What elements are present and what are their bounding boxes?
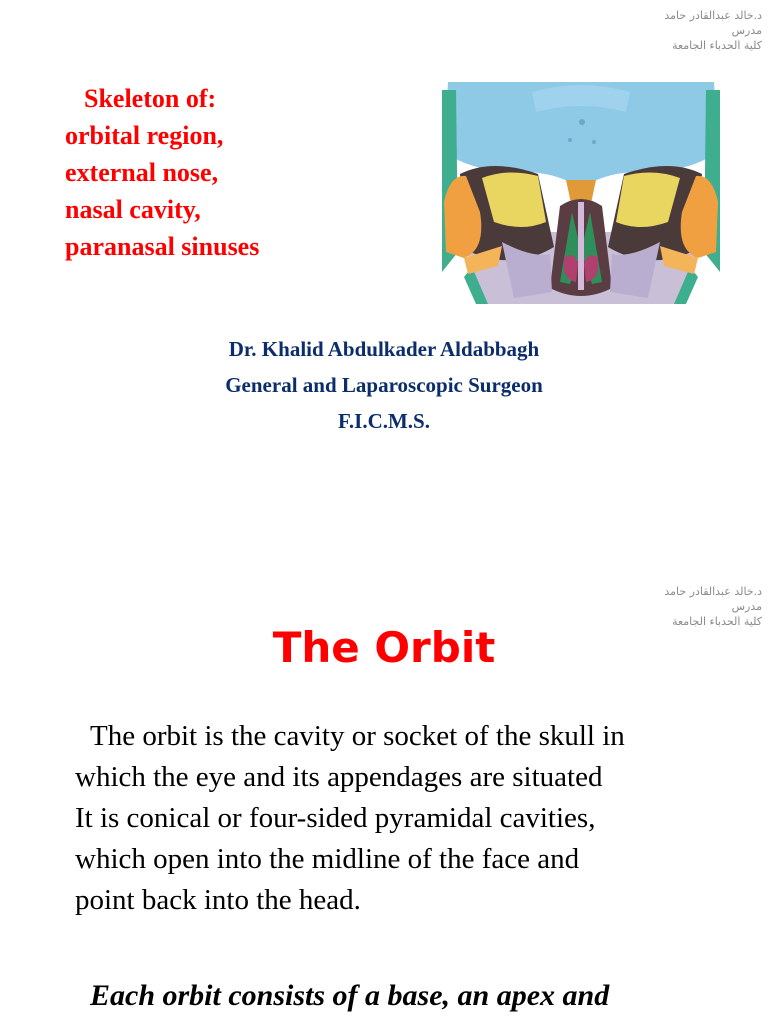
paragraph-line: It is conical or four-sided pyramidal cavities,	[75, 802, 596, 834]
paragraph-line: which open into the midline of the face and	[75, 843, 580, 875]
author-block	[0, 331, 768, 439]
paragraph-line: which the eye and its appendages are situated	[75, 761, 603, 793]
heading-line: paranasal sinuses	[65, 232, 260, 261]
body-paragraph	[75, 716, 755, 921]
slide-the-orbit	[0, 512, 768, 1024]
paragraph-line: The orbit is the cavity or socket of the skull in	[90, 720, 625, 752]
watermark-line: كلية الحدباء الجامعة	[672, 39, 762, 52]
skull-illustration	[442, 82, 720, 304]
heading-line: Skeleton of:	[84, 84, 217, 113]
watermark-line: د.خالد عبدالقادر حامد	[664, 9, 762, 22]
slide-heading: The Orbit	[272, 623, 496, 672]
author-name: Dr. Khalid Abdulkader Aldabbagh	[228, 337, 540, 361]
watermark-line: مدرس	[731, 600, 762, 613]
slide-heading	[65, 80, 259, 265]
heading-line: nasal cavity,	[65, 195, 201, 224]
heading-line: external nose,	[65, 158, 219, 187]
watermark	[562, 8, 762, 53]
paragraph-line: point back into the head.	[75, 884, 361, 916]
watermark-line: د.خالد عبدالقادر حامد	[664, 585, 762, 598]
watermark-line: كلية الحدباء الجامعة	[672, 615, 762, 628]
subheading: Each orbit consists of a base, an apex and	[90, 979, 610, 1012]
watermark-line: مدرس	[731, 24, 762, 37]
author-role: General and Laparoscopic Surgeon	[225, 373, 543, 397]
heading-line: orbital region,	[65, 121, 224, 150]
author-credentials: F.I.C.M.S.	[338, 409, 430, 433]
